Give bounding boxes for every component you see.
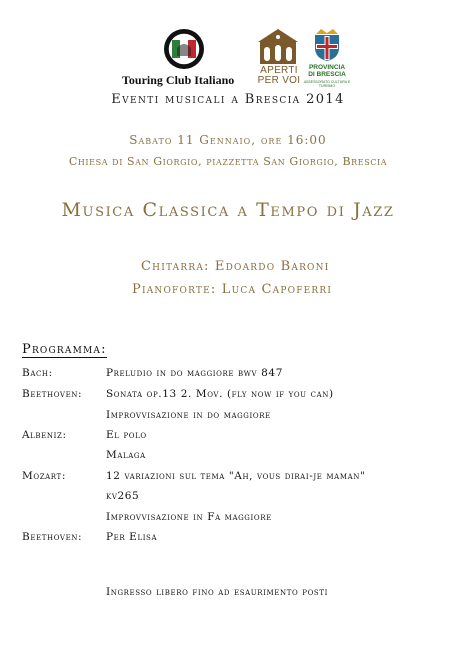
event-date: Sabato 11 Gennaio, ore 16:00 [129, 133, 327, 147]
provincia-brescia-crest-icon [312, 28, 342, 62]
program-piece: kv265 [106, 490, 140, 502]
program-composer: Bach: [22, 367, 53, 379]
program-heading: Programma: [22, 342, 107, 357]
admission-note: Ingresso libero fino ad esaurimento posti [106, 586, 328, 598]
aperti-per-voi-logo [254, 26, 302, 66]
program-piece: El polo [106, 429, 147, 441]
program-composer: Beethoven: [22, 531, 83, 543]
touring-club-name: Touring Club Italiano [122, 73, 235, 87]
program-piece: Per Elisa [106, 531, 158, 543]
program-composer: Mozart: [22, 470, 66, 482]
program-piece: 12 variazioni sul tema "Ah, vous dirai-je maman" [106, 470, 366, 482]
program-piece: Improvvisazione in Fa maggiore [106, 511, 272, 523]
provincia-line2: DI BRESCIA [308, 71, 346, 78]
event-title: Musica Classica a Tempo di Jazz [61, 199, 395, 221]
program-composer: Beethoven: [22, 388, 83, 400]
program-piece: Sonata op.13 2. Mov. (fly now if you can) [106, 388, 334, 400]
performer-piano: Pianoforte: Luca Capoferri [132, 282, 333, 297]
aperti-per-voi-text [251, 66, 307, 86]
performer-guitar: Chitarra: Edoardo Baroni [141, 259, 330, 274]
provincia-brescia-name [303, 64, 351, 78]
program-composer: Albeniz: [22, 429, 67, 441]
event-series: Eventi musicali a Brescia 2014 [111, 92, 345, 107]
touring-club-logo [163, 28, 205, 70]
provincia-line1: PROVINCIA [308, 64, 346, 71]
program-piece: Malaga [106, 449, 146, 461]
program-piece: Improvvisazione in do maggiore [106, 409, 271, 421]
event-venue: Chiesa di San Giorgio, piazzetta San Giorgio, Brescia [68, 155, 388, 168]
aperti-line1: APERTI [260, 65, 298, 76]
provincia-subtitle: ASSESSORATO CULTURA E TURISMO [303, 80, 351, 88]
program-piece: Preludio in do maggiore bwv 847 [106, 367, 283, 379]
aperti-line2: PER VOI [257, 75, 301, 86]
